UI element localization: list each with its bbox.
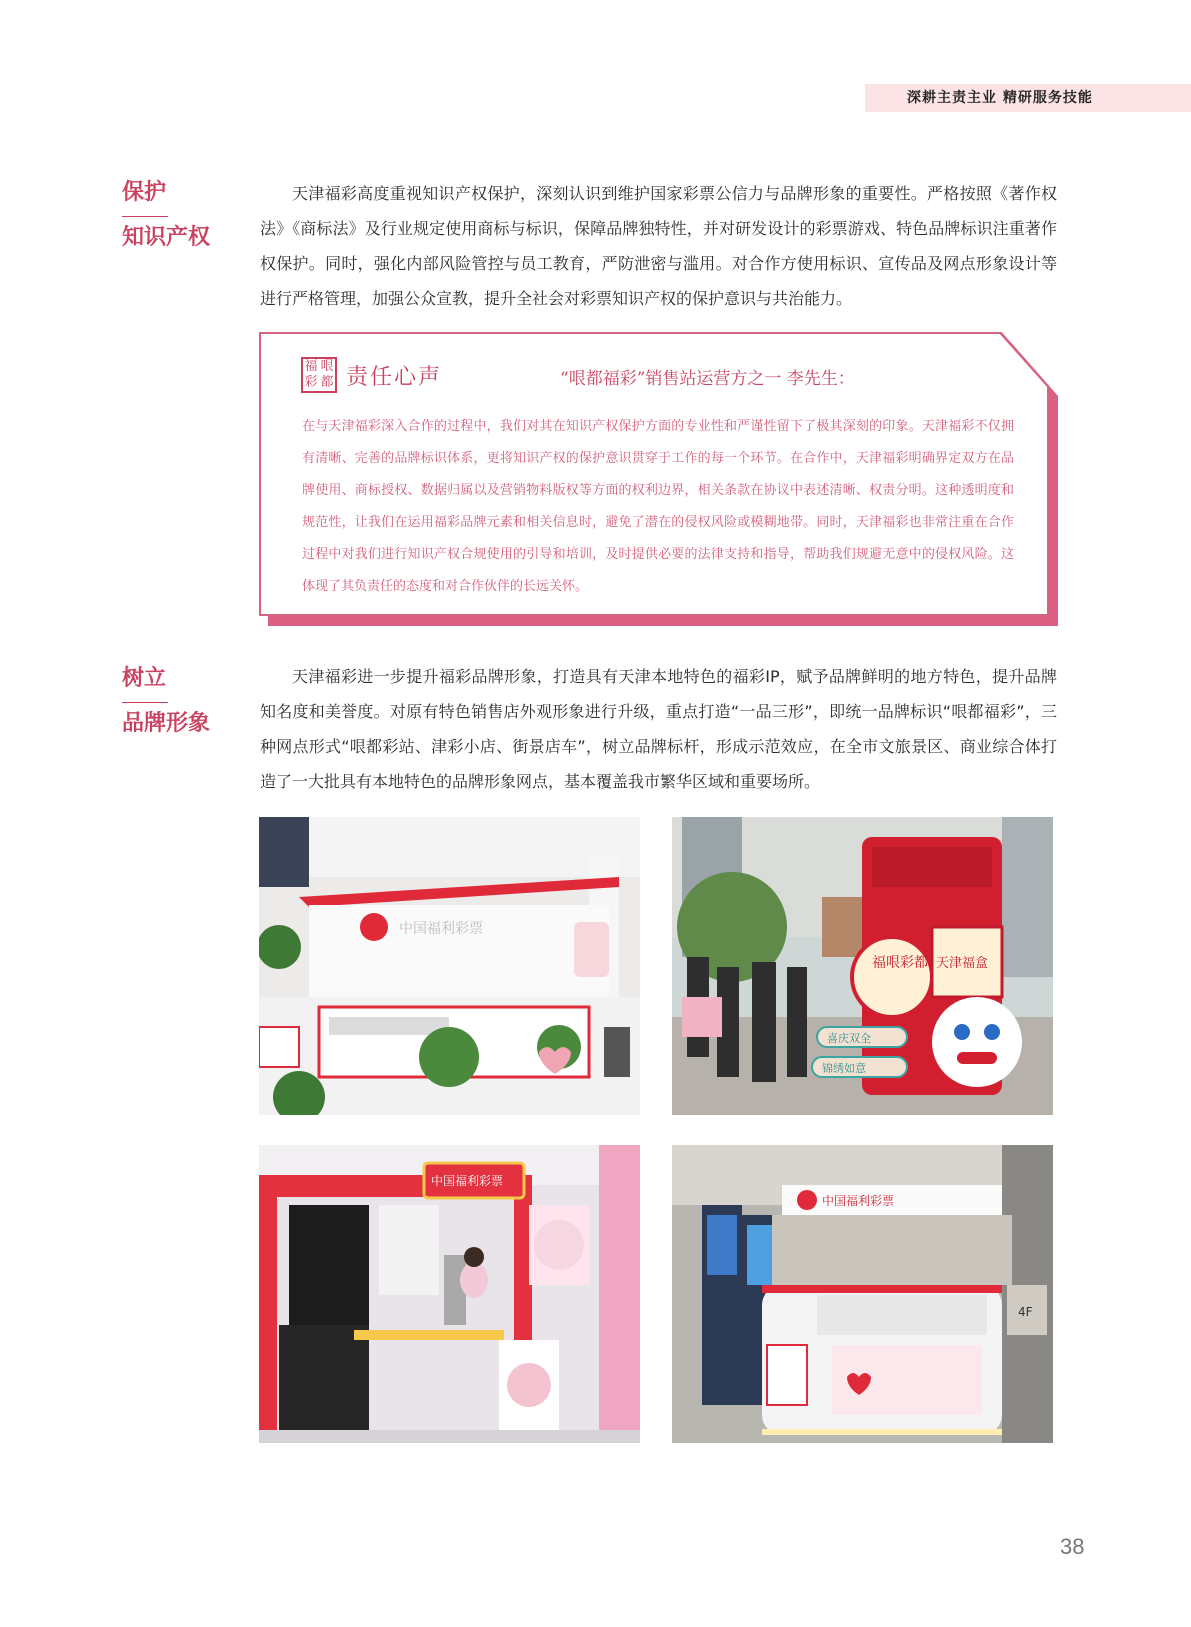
cart-sign-left: 福哏彩都 xyxy=(872,955,928,971)
section-title-ip-protection xyxy=(122,178,222,253)
cart-banner-2: 锦绣如意 xyxy=(822,1062,866,1075)
section-body-brand-image: 天津福彩进一步提升福彩品牌形象，打造具有天津本地特色的福彩IP，赋予品牌鲜明的地方特色，提升品牌知名度和美誉度。对原有特色销售店外观形象进行升级，重点打造“一品三形”，即统一品牌标识“哏都福彩”，三种网点形式“哏都彩站、津彩小店、街景店车”，树立品牌标杆，形成示范效应，在全市文旅景区、商业综合体打造了一大批具有本地特色的品牌形象网点，基本覆盖我市繁华区域和重要场所。 xyxy=(260,667,1057,791)
kiosk-sign-text: 中国福利彩票 xyxy=(822,1194,895,1208)
header-tagline: 深耕主责主业 精研服务技能 xyxy=(907,90,1093,106)
section-title-line2: 品牌形象 xyxy=(122,711,211,736)
quote-title: 责任心声 xyxy=(346,365,443,390)
section-title-line1: 保护 xyxy=(122,180,167,205)
kiosk-floor-sign: 4F xyxy=(1018,1305,1033,1319)
section-title-brand-image xyxy=(122,664,222,739)
section-title-divider xyxy=(122,216,168,217)
header-tagline-band xyxy=(865,84,1191,112)
section-body-ip-protection: 天津福彩高度重视知识产权保护，深刻认识到维护国家彩票公信力与品牌形象的重要性。严格按照《著作权法》《商标法》及行业规定使用商标与标识，保障品牌独特性，并对研发设计的彩票游戏、特色品牌标识注重著作权保护。同时，强化内部风险管控与员工教育，严防泄密与滥用。对合作方使用标识、宣传品及网点形象设计等进行严格管理，加强公众宣教，提升全社会对彩票知识产权的保护意识与共治能力。 xyxy=(260,184,1057,308)
store-sign-text: 中国福利彩票 xyxy=(399,921,483,937)
gendu-fucai-logo-icon: 福 哏 彩 都 xyxy=(301,357,337,393)
photo-street-cart xyxy=(672,817,1053,1115)
booth-sign-text: 中国福利彩票 xyxy=(431,1174,504,1188)
section-title-line1: 树立 xyxy=(122,666,167,691)
section-title-divider xyxy=(122,702,168,703)
page-number: 38 xyxy=(1060,1534,1085,1559)
photo-mall-booth xyxy=(259,1145,640,1443)
photo-white-kiosk xyxy=(672,1145,1053,1443)
quote-text: 在与天津福彩深入合作的过程中，我们对其在知识产权保护方面的专业性和严谨性留下了极其深刻的印象。天津福彩不仅拥有清晰、完善的品牌标识体系，更将知识产权的保护意识贯穿于工作的每一个环节。在合作中，天津福彩明确界定双方在品牌使用、商标授权、数据归属以及营销物料版权等方面的权利边界，相关条款在协议中表述清晰、权责分明。这种透明度和规范性，让我们在运用福彩品牌元素和相关信息时，避免了潜在的侵权风险或模糊地带。同时，天津福彩也非常注重在合作过程中对我们进行知识产权合规使用的引导和培训，及时提供必要的法律支持和指导，帮助我们规避无意中的侵权风险。这体现了其负责任的态度和对合作伙伴的长远关怀。 xyxy=(302,419,1014,594)
photo-store-interior xyxy=(259,817,640,1115)
quote-speaker: “哏都福彩”销售站运营方之一 李先生： xyxy=(560,369,855,389)
section-title-line2: 知识产权 xyxy=(122,225,211,250)
cart-sign-right: 天津福盒 xyxy=(936,956,989,971)
cart-banner-1: 喜庆双全 xyxy=(827,1032,871,1045)
